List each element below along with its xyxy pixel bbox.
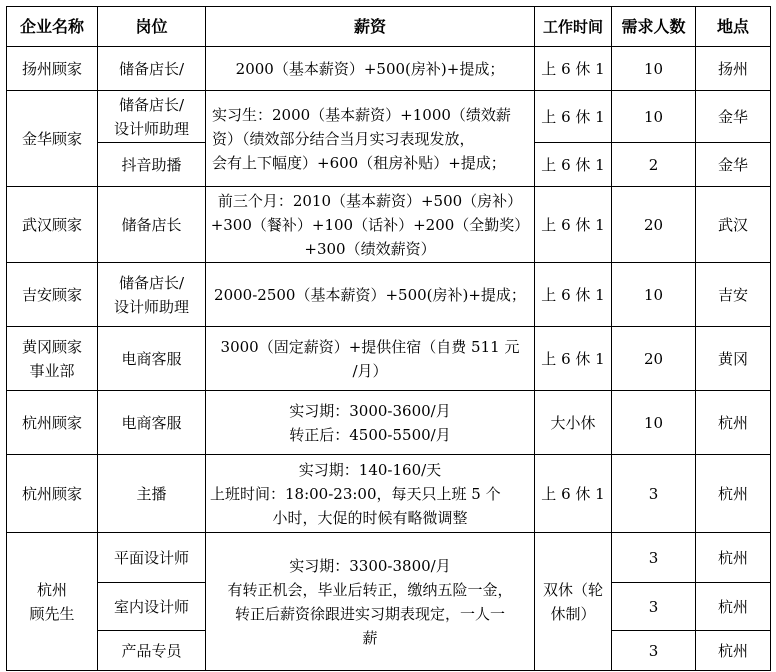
salary-line: 3000（固定薪资）+提供住宿（自费 511 元: [220, 337, 520, 356]
position-cell: 平面设计师: [98, 533, 206, 583]
work-time-cell: [535, 533, 612, 671]
company-line: 杭州: [36, 580, 67, 599]
work-time-cell: 上 6 休 1: [535, 143, 612, 187]
header-location: 地点: [696, 7, 771, 47]
salary-line: 小时，大促的时候有略微调整: [272, 508, 468, 527]
position-cell: 抖音助播: [98, 143, 206, 187]
location-cell: 吉安: [696, 263, 771, 327]
company-cell: 吉安顾家: [7, 263, 98, 327]
location-cell: 杭州: [696, 391, 771, 455]
salary-line: 资）（绩效部分结合当月实习表现发放，: [212, 129, 475, 148]
header-row: [7, 7, 771, 47]
company-cell: [7, 533, 98, 671]
location-cell: 金华: [696, 91, 771, 143]
header-work-time: 工作时间: [535, 7, 612, 47]
location-cell: 杭州: [696, 533, 771, 583]
salary-line: 会有上下幅度）+600（租房补贴）+提成；: [212, 153, 506, 172]
table-row: [7, 47, 771, 91]
position-cell: 产品专员: [98, 631, 206, 671]
salary-cell: [206, 533, 535, 671]
salary-line: 有转正机会，毕业后转正，缴纳五险一金，: [227, 580, 513, 599]
work-time-cell: 上 6 休 1: [535, 455, 612, 533]
company-cell: [7, 327, 98, 391]
company-line: 黄冈顾家: [21, 337, 82, 356]
position-cell: 储备店长/: [98, 47, 206, 91]
location-cell: 杭州: [696, 583, 771, 631]
table-row: [7, 187, 771, 263]
headcount-cell: 3: [612, 533, 696, 583]
salary-line: +300（绩效薪资）: [304, 239, 436, 258]
location-cell: 武汉: [696, 187, 771, 263]
position-cell: 电商客服: [98, 327, 206, 391]
headcount-cell: 10: [612, 263, 696, 327]
company-line: 顾先生: [29, 604, 75, 623]
location-cell: 黄冈: [696, 327, 771, 391]
headcount-cell: 2: [612, 143, 696, 187]
company-cell: 杭州顾家: [7, 455, 98, 533]
table-row: [7, 91, 771, 143]
work-time-cell: 大小休: [535, 391, 612, 455]
position-cell: 储备店长: [98, 187, 206, 263]
salary-line: 转正后：4500-5500/月: [289, 425, 451, 444]
salary-cell: [206, 391, 535, 455]
position-line: 设计师助理: [113, 297, 189, 316]
position-cell: [98, 263, 206, 327]
salary-line: 转正后薪资徐跟进实习期表现定，一人一: [234, 604, 505, 623]
header-position: 岗位: [98, 7, 206, 47]
salary-cell: [206, 455, 535, 533]
position-cell: 电商客服: [98, 391, 206, 455]
work-time-cell: 上 6 休 1: [535, 91, 612, 143]
work-time-cell: 上 6 休 1: [535, 263, 612, 327]
table-row: [7, 263, 771, 327]
headcount-cell: 20: [612, 327, 696, 391]
salary-line: 实习生：2000（基本薪资）+1000（绩效薪: [212, 105, 511, 124]
job-table: [6, 6, 771, 671]
salary-line: 实习期：140-160/天: [298, 460, 442, 479]
location-cell: 金华: [696, 143, 771, 187]
company-cell: 杭州顾家: [7, 391, 98, 455]
table-row: [7, 455, 771, 533]
headcount-cell: 3: [612, 455, 696, 533]
position-cell: [98, 91, 206, 143]
position-line: 储备店长/: [118, 273, 185, 292]
headcount-cell: 20: [612, 187, 696, 263]
header-company: 企业名称: [7, 7, 98, 47]
salary-cell: 2000-2500（基本薪资）+500(房补)+提成；: [206, 263, 535, 327]
position-line: 储备店长/: [118, 95, 185, 114]
headcount-cell: 10: [612, 47, 696, 91]
salary-cell: [206, 187, 535, 263]
company-cell: 扬州顾家: [7, 47, 98, 91]
headcount-cell: 10: [612, 391, 696, 455]
work-time-line: 休制）: [550, 604, 596, 623]
headcount-cell: 10: [612, 91, 696, 143]
location-cell: 杭州: [696, 631, 771, 671]
position-line: 设计师助理: [113, 119, 189, 138]
position-cell: 室内设计师: [98, 583, 206, 631]
header-salary: 薪资: [206, 7, 535, 47]
headcount-cell: 3: [612, 583, 696, 631]
location-cell: 杭州: [696, 455, 771, 533]
salary-line: 薪: [362, 628, 378, 647]
salary-cell: 2000（基本薪资）+500(房补)+提成；: [206, 47, 535, 91]
salary-cell: [206, 91, 535, 187]
salary-line: 实习期：3300-3800/月: [289, 556, 451, 575]
table-row: [7, 533, 771, 583]
salary-line: +300（餐补）+100（话补）+200（全勤奖）: [210, 215, 530, 234]
headcount-cell: 3: [612, 631, 696, 671]
work-time-cell: 上 6 休 1: [535, 187, 612, 263]
position-cell: 主播: [98, 455, 206, 533]
table-row: [7, 327, 771, 391]
work-time-cell: 上 6 休 1: [535, 47, 612, 91]
table-row: [7, 391, 771, 455]
location-cell: 扬州: [696, 47, 771, 91]
salary-line: 上班时间：18:00-23:00，每天只上班 5 个: [210, 484, 501, 503]
company-cell: 金华顾家: [7, 91, 98, 187]
salary-cell: [206, 327, 535, 391]
company-cell: 武汉顾家: [7, 187, 98, 263]
salary-line: 前三个月：2010（基本薪资）+500（房补）: [217, 191, 523, 210]
header-headcount: 需求人数: [612, 7, 696, 47]
work-time-cell: 上 6 休 1: [535, 327, 612, 391]
company-line: 事业部: [29, 361, 75, 380]
work-time-line: 双休（轮: [542, 580, 603, 599]
salary-line: 实习期：3000-3600/月: [289, 401, 451, 420]
salary-line: /月）: [352, 361, 388, 380]
